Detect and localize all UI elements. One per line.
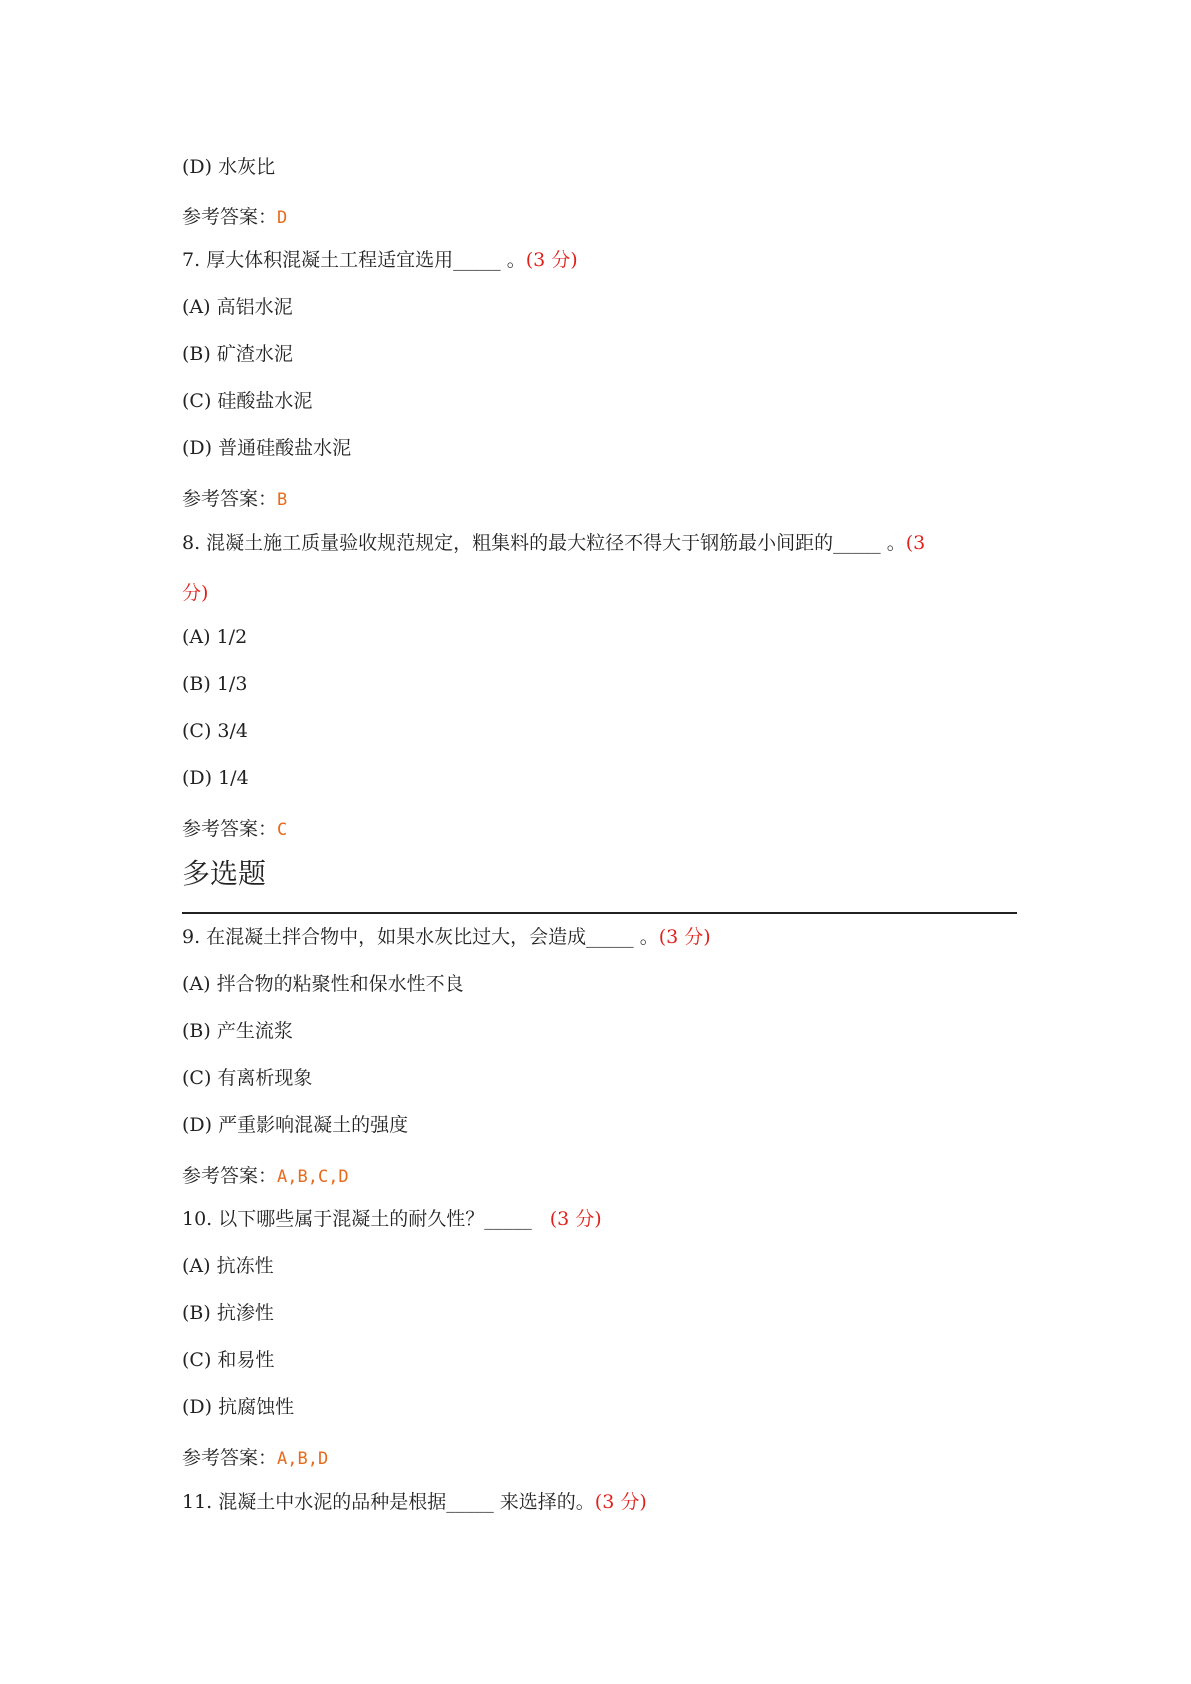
q9-option-b: [182, 1019, 293, 1043]
q7-answer-line: [182, 487, 287, 512]
q10-answer-line: [182, 1446, 328, 1471]
option-text: (A) 1/2: [182, 626, 248, 648]
option-text: (B) 抗渗性: [182, 1302, 274, 1324]
question-8-points-cont: [182, 581, 208, 605]
option-text: (A) 抗冻性: [182, 1255, 274, 1277]
option-d: [182, 155, 275, 179]
q9-option-c: [182, 1066, 312, 1090]
answer-value: D: [277, 208, 288, 228]
option-text: (C) 和易性: [182, 1349, 275, 1371]
q7-option-b: [182, 342, 293, 366]
question-text: 8. 混凝土施工质量验收规范规定，粗集料的最大粒径不得大于钢筋最小间距的_____ 。: [182, 532, 906, 554]
question-points: (3 分): [549, 1208, 602, 1230]
section-title: 多选题: [182, 857, 267, 890]
question-points: (3 分): [594, 1491, 647, 1513]
option-text: (D) 抗腐蚀性: [182, 1396, 295, 1418]
question-points: (3: [905, 532, 926, 554]
question-points: 分): [182, 582, 209, 604]
answer-value: A,B,C,D: [277, 1167, 349, 1187]
option-text: (B) 1/3: [182, 673, 248, 695]
q10-option-c: [182, 1348, 274, 1372]
section-divider: [182, 912, 1017, 914]
q8-option-a: [182, 625, 247, 649]
answer-line: [182, 205, 287, 230]
q10-option-d: [182, 1395, 294, 1419]
q8-option-c: [182, 719, 248, 743]
q9-option-d: [182, 1113, 408, 1137]
answer-value: B: [277, 490, 288, 510]
answer-label: 参考答案：: [182, 488, 278, 510]
question-7-stem: [182, 248, 578, 272]
q9-option-a: [182, 972, 464, 996]
option-text: (B) 产生流浆: [182, 1020, 293, 1042]
q7-option-c: [182, 389, 312, 413]
question-10-stem: [182, 1207, 602, 1231]
q7-option-d: [182, 436, 351, 460]
option-text: (D) 严重影响混凝土的强度: [182, 1114, 409, 1136]
answer-value: A,B,D: [277, 1449, 329, 1469]
answer-label: 参考答案：: [182, 1165, 278, 1187]
answer-label: 参考答案：: [182, 1447, 278, 1469]
question-text: 9. 在混凝土拌合物中，如果水灰比过大，会造成_____ 。: [182, 926, 659, 948]
question-text: 10. 以下哪些属于混凝土的耐久性？_____: [182, 1208, 532, 1230]
question-8-stem: [182, 531, 925, 555]
option-text: (D) 水灰比: [182, 156, 276, 178]
option-text: (A) 高铝水泥: [182, 296, 293, 318]
q10-option-a: [182, 1254, 274, 1278]
question-points: (3 分): [525, 249, 578, 271]
answer-value: C: [277, 820, 288, 840]
question-points: (3 分): [658, 926, 711, 948]
q10-option-b: [182, 1301, 274, 1325]
option-text: (C) 3/4: [182, 720, 248, 742]
option-text: (A) 拌合物的粘聚性和保水性不良: [182, 973, 464, 995]
q7-option-a: [182, 295, 293, 319]
option-text: (C) 有离析现象: [182, 1067, 313, 1089]
q8-answer-line: [182, 817, 287, 842]
q9-answer-line: [182, 1164, 349, 1189]
answer-label: 参考答案：: [182, 818, 278, 840]
question-text: 11. 混凝土中水泥的品种是根据_____ 来选择的。: [182, 1491, 595, 1513]
question-text: 7. 厚大体积混凝土工程适宜选用_____ 。: [182, 249, 526, 271]
option-text: (B) 矿渣水泥: [182, 343, 293, 365]
option-text: (C) 硅酸盐水泥: [182, 390, 313, 412]
q8-option-d: [182, 766, 249, 790]
option-text: (D) 普通硅酸盐水泥: [182, 437, 352, 459]
question-11-stem: [182, 1490, 647, 1514]
answer-label: 参考答案：: [182, 206, 278, 228]
q8-option-b: [182, 672, 247, 696]
question-9-stem: [182, 925, 711, 949]
option-text: (D) 1/4: [182, 767, 249, 789]
